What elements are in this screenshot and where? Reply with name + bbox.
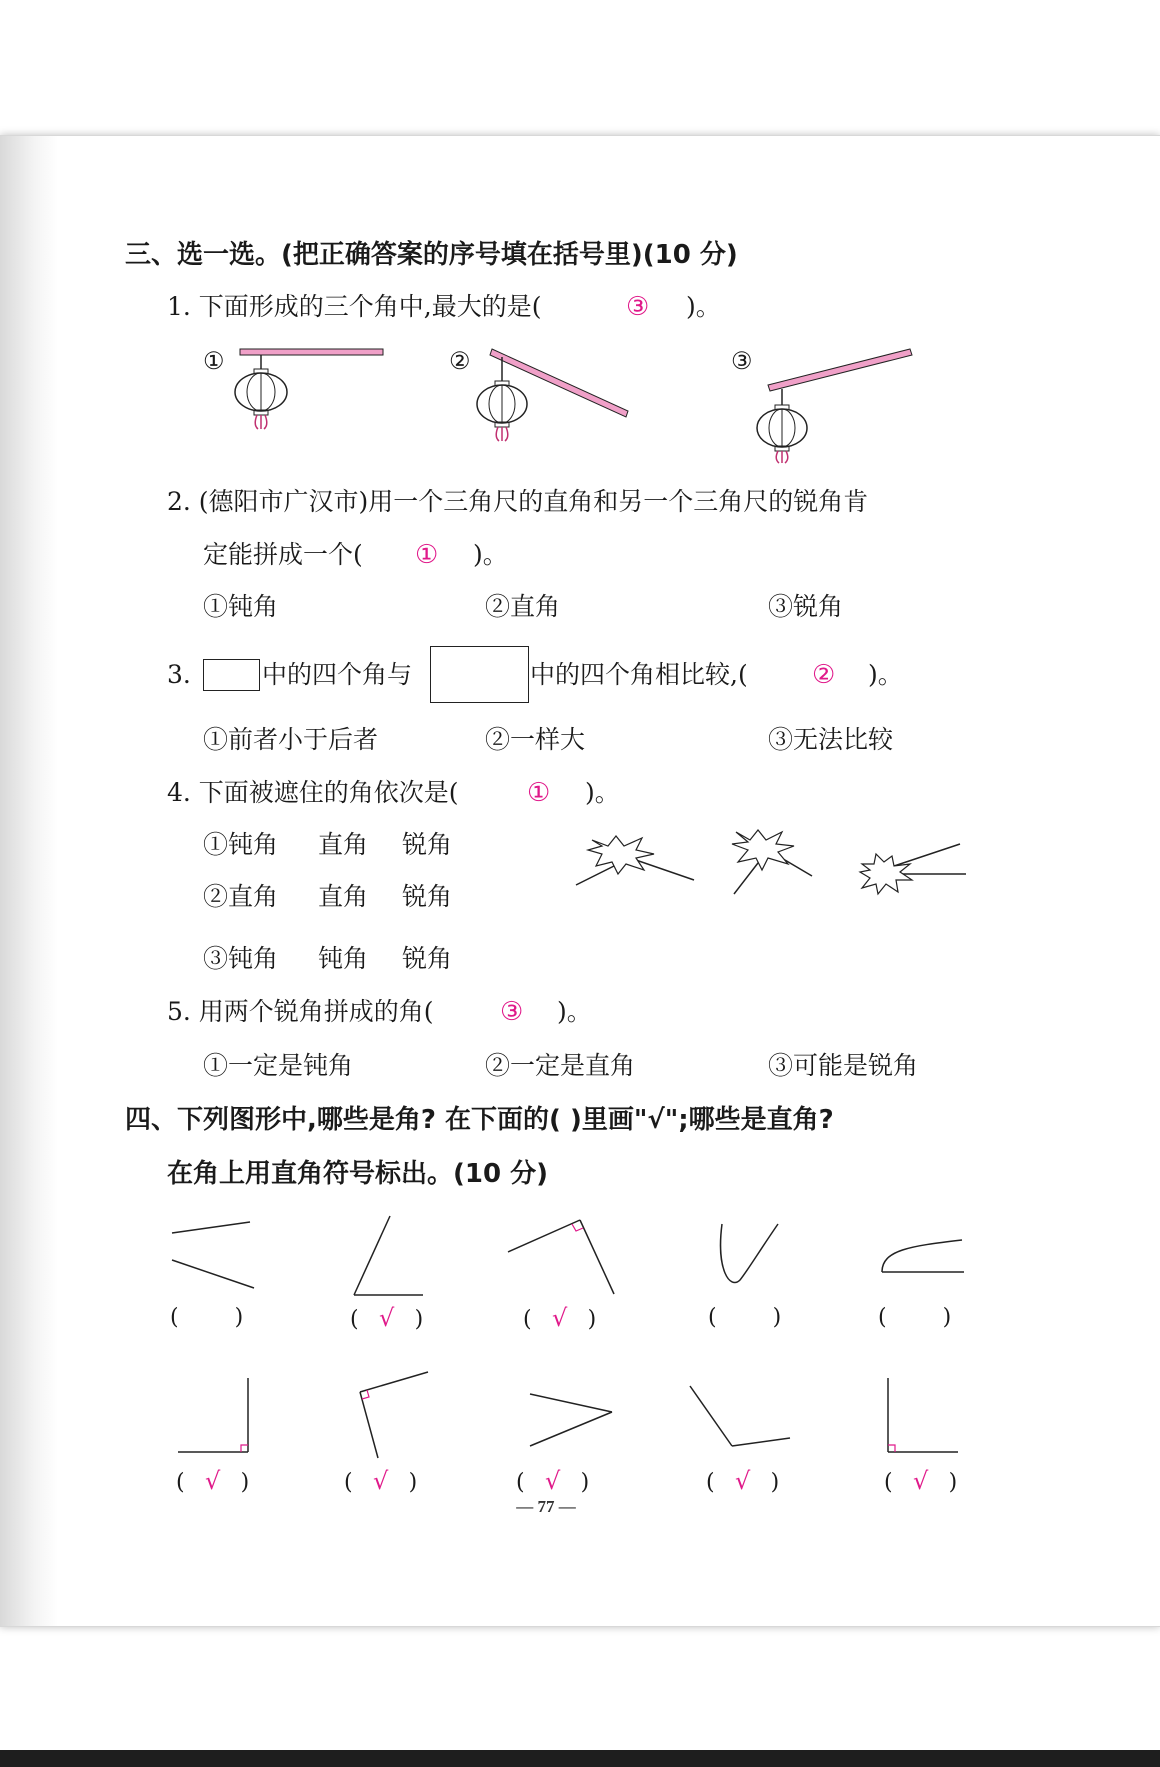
paren-r1-2 bbox=[350, 1305, 423, 1333]
paren-close: ) bbox=[414, 1307, 424, 1332]
paren-r2-1 bbox=[176, 1468, 249, 1496]
paren-open: ( bbox=[708, 1305, 717, 1330]
check-r2-3: √ bbox=[544, 1467, 561, 1495]
figures-row-2 bbox=[160, 1370, 980, 1470]
q2-option-3: ③锐角 bbox=[768, 592, 844, 621]
paren-open: ( bbox=[884, 1470, 893, 1495]
page-edge-shadow bbox=[0, 136, 58, 1626]
hidden-angles-figure bbox=[570, 830, 970, 910]
paren-r1-3 bbox=[523, 1305, 596, 1333]
q5-option-1: ①一定是钝角 bbox=[203, 1051, 354, 1080]
paren-open: ( bbox=[523, 1307, 532, 1332]
check-r1-3: √ bbox=[551, 1304, 568, 1332]
q1-label-1: ① bbox=[203, 347, 225, 375]
lantern-figure-2 bbox=[470, 345, 640, 445]
large-rectangle bbox=[430, 646, 529, 703]
q3-close: )。 bbox=[868, 660, 903, 689]
paren-r1-4 bbox=[708, 1305, 781, 1331]
paren-close: ) bbox=[948, 1470, 958, 1495]
paren-open: ( bbox=[516, 1470, 525, 1495]
q3-option-3: ③无法比较 bbox=[768, 725, 894, 754]
paren-open: ( bbox=[176, 1470, 185, 1495]
q4-answer: ① bbox=[527, 778, 551, 808]
check-r1-2: √ bbox=[378, 1304, 395, 1332]
q5-option-2: ②一定是直角 bbox=[485, 1051, 636, 1080]
q3-option-1: ①前者小于后者 bbox=[203, 725, 379, 754]
q1-label-2: ② bbox=[449, 347, 471, 375]
q3-answer: ② bbox=[812, 660, 836, 690]
paren-r1-1 bbox=[170, 1305, 243, 1331]
q2-option-1: ①钝角 bbox=[203, 592, 279, 621]
q3-tail: 中的四个角相比较,( bbox=[530, 660, 748, 689]
check-r2-4: √ bbox=[734, 1467, 751, 1495]
small-rectangle bbox=[203, 659, 260, 691]
q2-option-2: ②直角 bbox=[485, 592, 561, 621]
q1-answer: ③ bbox=[626, 292, 650, 322]
page-number: — 77 — bbox=[516, 1497, 576, 1516]
q1-label-3: ③ bbox=[731, 347, 753, 375]
q1-close: )。 bbox=[686, 292, 721, 321]
paren-open: ( bbox=[706, 1470, 715, 1495]
paren-close: ) bbox=[240, 1470, 250, 1495]
paren-open: ( bbox=[350, 1307, 359, 1332]
paren-close: ) bbox=[587, 1307, 597, 1332]
q4-option-3-b: 钝角 bbox=[318, 944, 369, 973]
q2-line1: 2. (德阳市广汉市)用一个三角尺的直角和另一个三角尺的锐角肯 bbox=[167, 487, 869, 516]
paren-open: ( bbox=[344, 1470, 353, 1495]
q3-number: 3. bbox=[167, 660, 191, 689]
paren-r1-5 bbox=[878, 1305, 951, 1331]
paren-close: ) bbox=[770, 1470, 780, 1495]
bottom-bar bbox=[0, 1750, 1160, 1767]
check-r2-2: √ bbox=[372, 1467, 389, 1495]
section3-title: 三、选一选。(把正确答案的序号填在括号里)(10 分) bbox=[125, 240, 738, 270]
q4-option-1-b: 直角 bbox=[318, 830, 369, 859]
q4-option-2-c: 锐角 bbox=[402, 882, 453, 911]
paren-r2-5 bbox=[884, 1468, 957, 1496]
paren-open: ( bbox=[878, 1305, 887, 1330]
paren-r2-3 bbox=[516, 1468, 589, 1496]
section4-line2: 在角上用直角符号标出。(10 分) bbox=[167, 1159, 548, 1189]
q2-line2: 定能拼成一个( bbox=[203, 540, 363, 569]
lantern-figure-1 bbox=[225, 345, 395, 435]
paren-close: ) bbox=[234, 1305, 244, 1330]
q3-option-2: ②一样大 bbox=[485, 725, 586, 754]
paren-r2-4 bbox=[706, 1468, 779, 1496]
paren-open: ( bbox=[170, 1305, 179, 1330]
check-r2-5: √ bbox=[912, 1467, 929, 1495]
q5-answer: ③ bbox=[500, 997, 524, 1027]
section4-line1: 四、下列图形中,哪些是角? 在下面的( )里画"√";哪些是直角? bbox=[125, 1105, 834, 1135]
paren-close: ) bbox=[580, 1470, 590, 1495]
figures-row-1 bbox=[160, 1210, 980, 1310]
q4-option-1-c: 锐角 bbox=[402, 830, 453, 859]
top-margin bbox=[0, 0, 1160, 135]
q2-close: )。 bbox=[473, 540, 508, 569]
q4-text: 4. 下面被遮住的角依次是( bbox=[167, 778, 459, 807]
q4-option-3-a: ③钝角 bbox=[203, 944, 279, 973]
q5-option-3: ③可能是锐角 bbox=[768, 1051, 919, 1080]
check-r2-1: √ bbox=[204, 1467, 221, 1495]
q3-mid: 中的四个角与 bbox=[262, 660, 413, 689]
q4-close: )。 bbox=[585, 778, 620, 807]
q5-close: )。 bbox=[557, 997, 592, 1026]
lantern-figure-3 bbox=[750, 345, 920, 465]
q4-option-1-a: ①钝角 bbox=[203, 830, 279, 859]
q4-option-2-b: 直角 bbox=[318, 882, 369, 911]
paren-close: ) bbox=[772, 1305, 782, 1330]
paren-close: ) bbox=[942, 1305, 952, 1330]
q1-text: 1. 下面形成的三个角中,最大的是( bbox=[167, 292, 542, 321]
q4-option-2-a: ②直角 bbox=[203, 882, 279, 911]
paren-r2-2 bbox=[344, 1468, 417, 1496]
q2-answer: ① bbox=[415, 540, 439, 570]
q5-text: 5. 用两个锐角拼成的角( bbox=[167, 997, 434, 1026]
paren-close: ) bbox=[408, 1470, 418, 1495]
q4-option-3-c: 锐角 bbox=[402, 944, 453, 973]
